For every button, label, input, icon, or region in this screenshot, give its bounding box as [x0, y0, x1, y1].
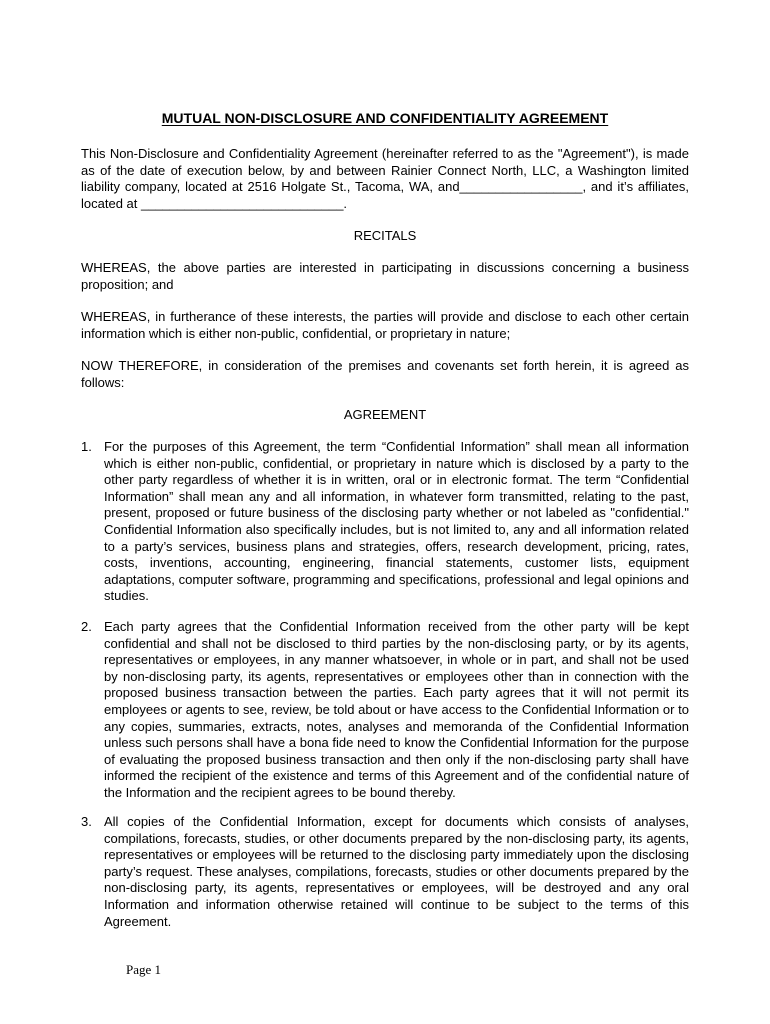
clause-number: 1. [81, 439, 92, 454]
whereas-paragraph-2: WHEREAS, in furtherance of these interests, the parties will provide and disclose to each other certain information which is either non-public, confidential, or proprietary in nature; [81, 309, 689, 341]
agreement-heading: AGREEMENT [343, 407, 427, 422]
whereas-paragraph-1: WHEREAS, the above parties are interested in participating in discussions concerning a business proposition; and [81, 260, 689, 292]
now-therefore-paragraph: NOW THEREFORE, in consideration of the premises and covenants set forth herein, it is agreed as follows: [81, 358, 689, 390]
page-number: Page 1 [126, 962, 162, 977]
recitals-heading: RECITALS [353, 228, 417, 243]
document-title: MUTUAL NON-DISCLOSURE AND CONFIDENTIALITY AGREEMENT [161, 110, 609, 126]
clause-2 [81, 619, 689, 802]
intro-paragraph: This Non-Disclosure and Confidentiality Agreement (hereinafter referred to as the "Agreement"), is made as of the date of execution below, by and between Rainier Connect North, LLC, a Washington limited liability company, located at 2516 Holgate St., Tacoma, WA, and_________________, and it’s affiliates, located at ____________________________. [81, 146, 689, 211]
clause-number: 3. [81, 814, 92, 829]
clause-text: For the purposes of this Agreement, the term “Confidential Information” shall mean all information which is either non-public, confidential, or proprietary in nature which is disclosed by a party to the other party regardless of whether it is in written, oral or in electronic format. The term “Confidential Information” shall mean any and all information, in whatever form transmitted, relating to the past, present, proposed or future business of the disclosing party whether or not labeled as "confidential." Confidential Information also specifically includes, but is not limited to, any and all information related to a party’s services, business plans and strategies, offers, research development, pricing, rates, costs, inventions, accounting, engineering, financial statements, customer lists, equipment adaptations, computer software, programming and specifications, professional and legal opinions and studies. [104, 439, 689, 604]
clause-text: All copies of the Confidential Information, except for documents which consists of analyses, compilations, forecasts, studies, or other documents prepared by the non-disclosing party, its agents, representatives or employees will be returned to the disclosing party immediately upon the disclosing party’s request. These analyses, compilations, forecasts, studies or other documents prepared by the non-disclosing party, its agents, representatives or employees, will be destroyed and any oral Information and information otherwise retained will continue to be subject to the terms of this Agreement. [104, 814, 689, 929]
clause-3 [81, 814, 689, 930]
clause-1 [81, 439, 689, 605]
clause-text: Each party agrees that the Confidential Information received from the other party will be kept confidential and shall not be disclosed to third parties by the non-disclosing party, or by its agents, representatives or employees, in any manner whatsoever, in whole or in part, and shall not be used by non-disclosing party, its agents, representatives or employees other than in connection with the proposed business transaction between the parties. Each party agrees that it will not permit its employees or agents to see, review, be told about or have access to the Confidential Information or to any copies, summaries, extracts, notes, analyses and memoranda of the Confidential Information unless such persons shall have a bona fide need to know the Confidential Information for the purpose of evaluating the proposed business transaction and then only if the non-disclosing party shall have informed the recipient of the existence and terms of this Agreement and of the confidential nature of the Information and the recipient agrees to be bound thereby. [104, 619, 689, 800]
clause-number: 2. [81, 619, 92, 634]
